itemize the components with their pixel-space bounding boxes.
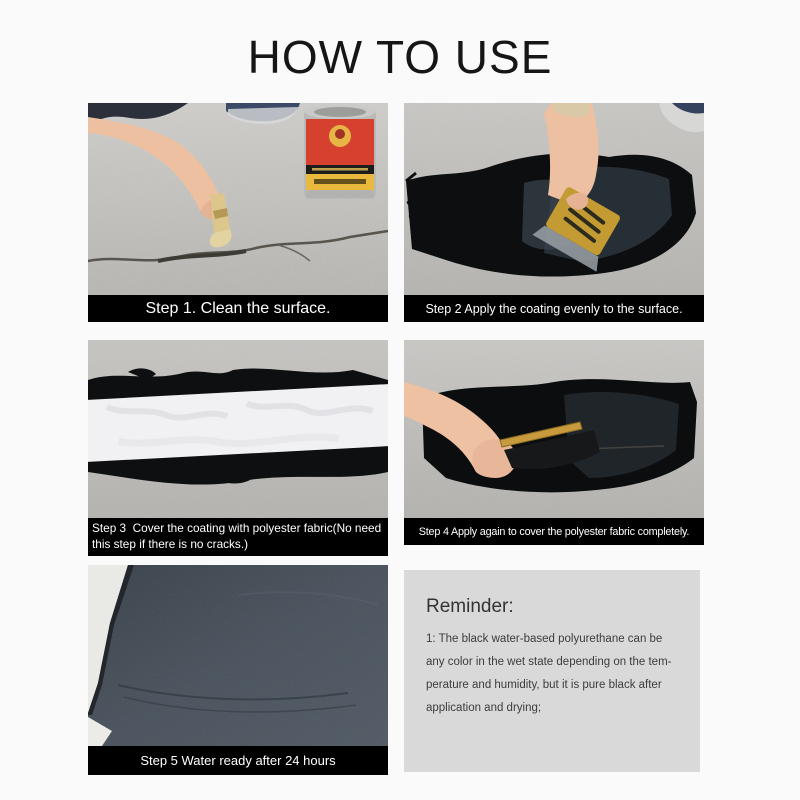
step1-panel	[88, 103, 388, 322]
step2-photo	[404, 103, 704, 295]
step1-caption: Step 1. Clean the surface.	[88, 295, 388, 322]
page-title: HOW TO USE	[247, 31, 553, 83]
step5-caption: Step 5 Water ready after 24 hours	[88, 746, 388, 775]
step5-photo	[88, 565, 388, 746]
step5-panel	[88, 565, 388, 775]
reminder-box	[404, 570, 700, 772]
reminder-line-2: any color in the wet state depending on the tem-	[426, 656, 672, 668]
reminder-line-4: application and drying;	[426, 702, 542, 714]
step2-caption: Step 2 Apply the coating evenly to the surface.	[404, 295, 704, 322]
reminder-heading: Reminder:	[426, 596, 514, 617]
step4-panel	[404, 340, 704, 545]
paint-can-illustration	[304, 105, 376, 199]
step3-panel	[88, 340, 388, 556]
step1-photo	[88, 103, 388, 295]
reminder-line-3: perature and humidity, but it is pure black after	[426, 679, 662, 691]
floor-texture	[88, 565, 388, 746]
step3-photo	[88, 340, 388, 518]
step2-panel	[404, 103, 704, 322]
step3-caption: Step 3 Cover the coating with polyester fabric(No need this step if there is no cracks.)	[88, 518, 388, 556]
reminder-line-1: 1: The black water-based polyurethane can be	[426, 633, 663, 645]
step4-caption: Step 4 Apply again to cover the polyester fabric completely.	[404, 518, 704, 545]
step4-photo	[404, 340, 704, 518]
